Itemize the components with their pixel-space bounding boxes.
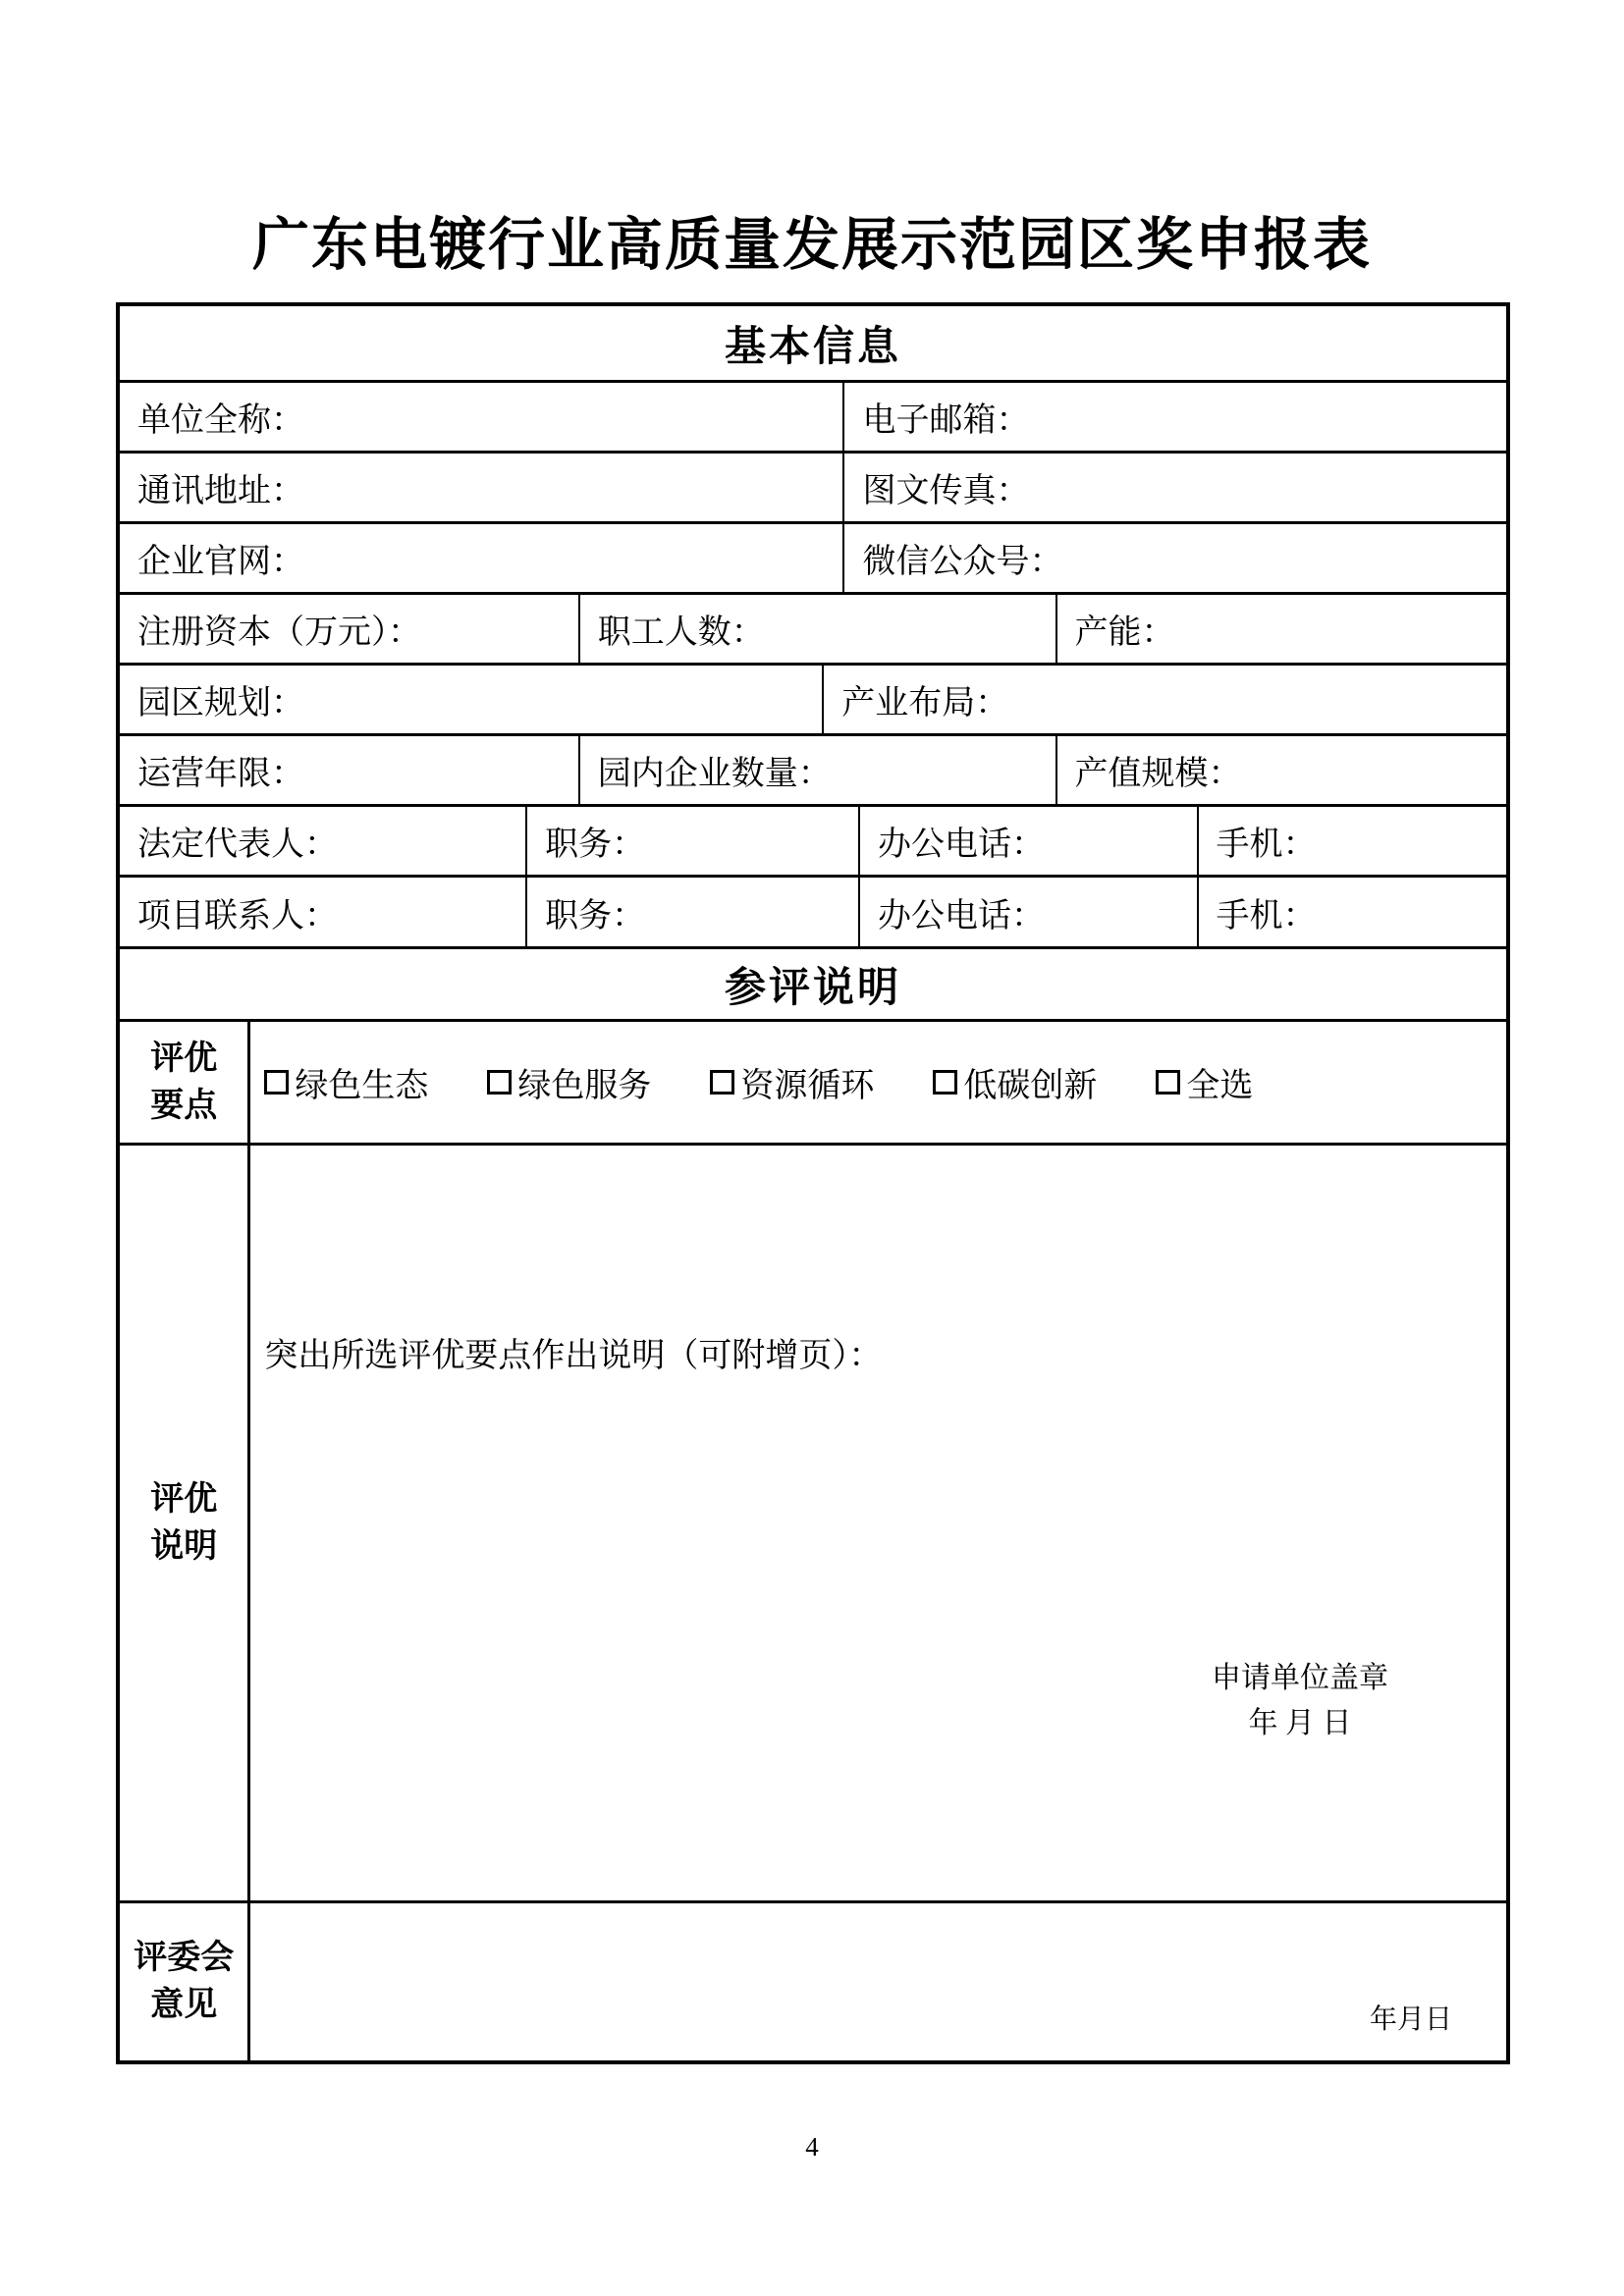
label-line: 评优 xyxy=(150,1480,218,1518)
checkbox-icon[interactable] xyxy=(710,1070,734,1095)
field-contact-mobile xyxy=(1199,878,1506,946)
label-line: 意见 xyxy=(150,1987,218,2023)
checkbox-icon[interactable] xyxy=(487,1070,512,1095)
label-line: 评优 xyxy=(150,1040,218,1077)
review-note-header-row xyxy=(120,949,1506,1022)
form-row xyxy=(120,807,1506,878)
field-label: 注册资本（万元）： xyxy=(137,614,421,651)
committee-opinion-label xyxy=(120,1903,250,2060)
field-contact-position xyxy=(527,878,860,946)
field-legal-rep-office-phone xyxy=(860,807,1199,875)
review-points-label xyxy=(120,1022,250,1143)
field-park-planning xyxy=(120,666,824,733)
field-wechat xyxy=(844,524,1506,592)
field-label: 图文传真： xyxy=(862,473,1030,509)
checkbox-icon[interactable] xyxy=(1156,1070,1180,1095)
label-line: 说明 xyxy=(150,1527,218,1565)
field-label: 电子邮箱： xyxy=(862,402,1030,439)
field-label: 企业官网： xyxy=(137,544,304,580)
stamp-label: 申请单位盖章 xyxy=(1211,1662,1388,1694)
field-label: 职务： xyxy=(545,897,646,934)
field-label: 办公电话： xyxy=(878,827,1045,863)
checkbox-label: 全选 xyxy=(1186,1068,1254,1104)
field-label: 园区规划： xyxy=(137,685,304,721)
form-row xyxy=(120,383,1506,454)
field-label: 手机： xyxy=(1216,827,1317,863)
form-row xyxy=(120,524,1506,595)
page-number: 4 xyxy=(805,2132,819,2162)
review-note-header: 参评说明 xyxy=(724,965,901,1011)
label-line: 要点 xyxy=(150,1087,218,1124)
applicant-stamp-block xyxy=(1212,1656,1388,1746)
committee-opinion-row xyxy=(120,1903,1506,2060)
field-address xyxy=(120,454,844,521)
field-label: 项目联系人： xyxy=(137,897,338,934)
field-contact-person xyxy=(120,878,527,946)
checkbox-low-carbon-innovation[interactable] xyxy=(933,1058,1097,1106)
field-label: 产值规模： xyxy=(1074,756,1242,792)
form-row xyxy=(120,595,1506,666)
field-fax xyxy=(844,454,1506,521)
basic-info-header: 基本信息 xyxy=(724,324,901,370)
field-contact-office-phone xyxy=(860,878,1199,946)
field-legal-rep-position xyxy=(527,807,860,875)
field-label: 职工人数： xyxy=(597,614,765,651)
review-points-row xyxy=(120,1022,1506,1146)
review-explanation-content xyxy=(250,1146,1506,1900)
field-label: 法定代表人： xyxy=(137,827,338,863)
field-staff-count xyxy=(580,595,1057,663)
form-row xyxy=(120,878,1506,949)
field-label: 办公电话： xyxy=(878,897,1045,934)
form-row xyxy=(120,666,1506,736)
checkbox-resource-recycling[interactable] xyxy=(710,1058,874,1106)
checkbox-label: 绿色服务 xyxy=(517,1068,652,1104)
field-website xyxy=(120,524,844,592)
checkbox-green-service[interactable] xyxy=(487,1058,651,1106)
field-capacity xyxy=(1057,595,1506,663)
basic-info-header-row xyxy=(120,306,1506,383)
field-label: 手机： xyxy=(1216,897,1317,934)
checkbox-green-ecology[interactable] xyxy=(264,1058,428,1106)
field-label: 单位全称： xyxy=(137,402,304,439)
stamp-date-line: 年 月 日 xyxy=(1248,1707,1352,1739)
review-explanation-row xyxy=(120,1146,1506,1903)
committee-opinion-content xyxy=(250,1903,1506,2060)
review-points-options xyxy=(250,1022,1506,1143)
committee-date-line: 年月日 xyxy=(1369,2004,1452,2035)
field-operation-years xyxy=(120,736,580,804)
field-label: 园内企业数量： xyxy=(597,756,832,792)
field-legal-rep-mobile xyxy=(1199,807,1506,875)
field-enterprise-count xyxy=(580,736,1057,804)
field-unit-name xyxy=(120,383,844,451)
field-label: 运营年限： xyxy=(137,756,304,792)
field-label: 微信公众号： xyxy=(862,544,1063,580)
checkbox-icon[interactable] xyxy=(933,1070,957,1095)
field-label: 产业布局： xyxy=(841,685,1009,721)
page-title: 广东电镀行业高质量发展示范园区奖申报表 xyxy=(251,213,1372,277)
field-legal-rep xyxy=(120,807,527,875)
field-output-scale xyxy=(1057,736,1506,804)
field-registered-capital xyxy=(120,595,580,663)
checkbox-label: 低碳创新 xyxy=(963,1068,1098,1104)
field-label: 产能： xyxy=(1074,614,1175,651)
explanation-prompt: 突出所选评优要点作出说明（可附增页）： xyxy=(264,1338,883,1374)
field-industry-layout xyxy=(824,666,1506,733)
form-row xyxy=(120,736,1506,807)
checkbox-label: 绿色生态 xyxy=(295,1068,429,1104)
checkbox-icon[interactable] xyxy=(264,1070,289,1095)
form-row xyxy=(120,454,1506,524)
field-email xyxy=(844,383,1506,451)
checkbox-label: 资源循环 xyxy=(740,1068,875,1104)
review-explanation-label xyxy=(120,1146,250,1900)
application-form-table xyxy=(116,302,1510,2064)
field-label: 职务： xyxy=(545,827,646,863)
field-label: 通讯地址： xyxy=(137,473,304,509)
label-line: 评委会 xyxy=(134,1940,235,1977)
checkbox-select-all[interactable] xyxy=(1156,1058,1253,1106)
